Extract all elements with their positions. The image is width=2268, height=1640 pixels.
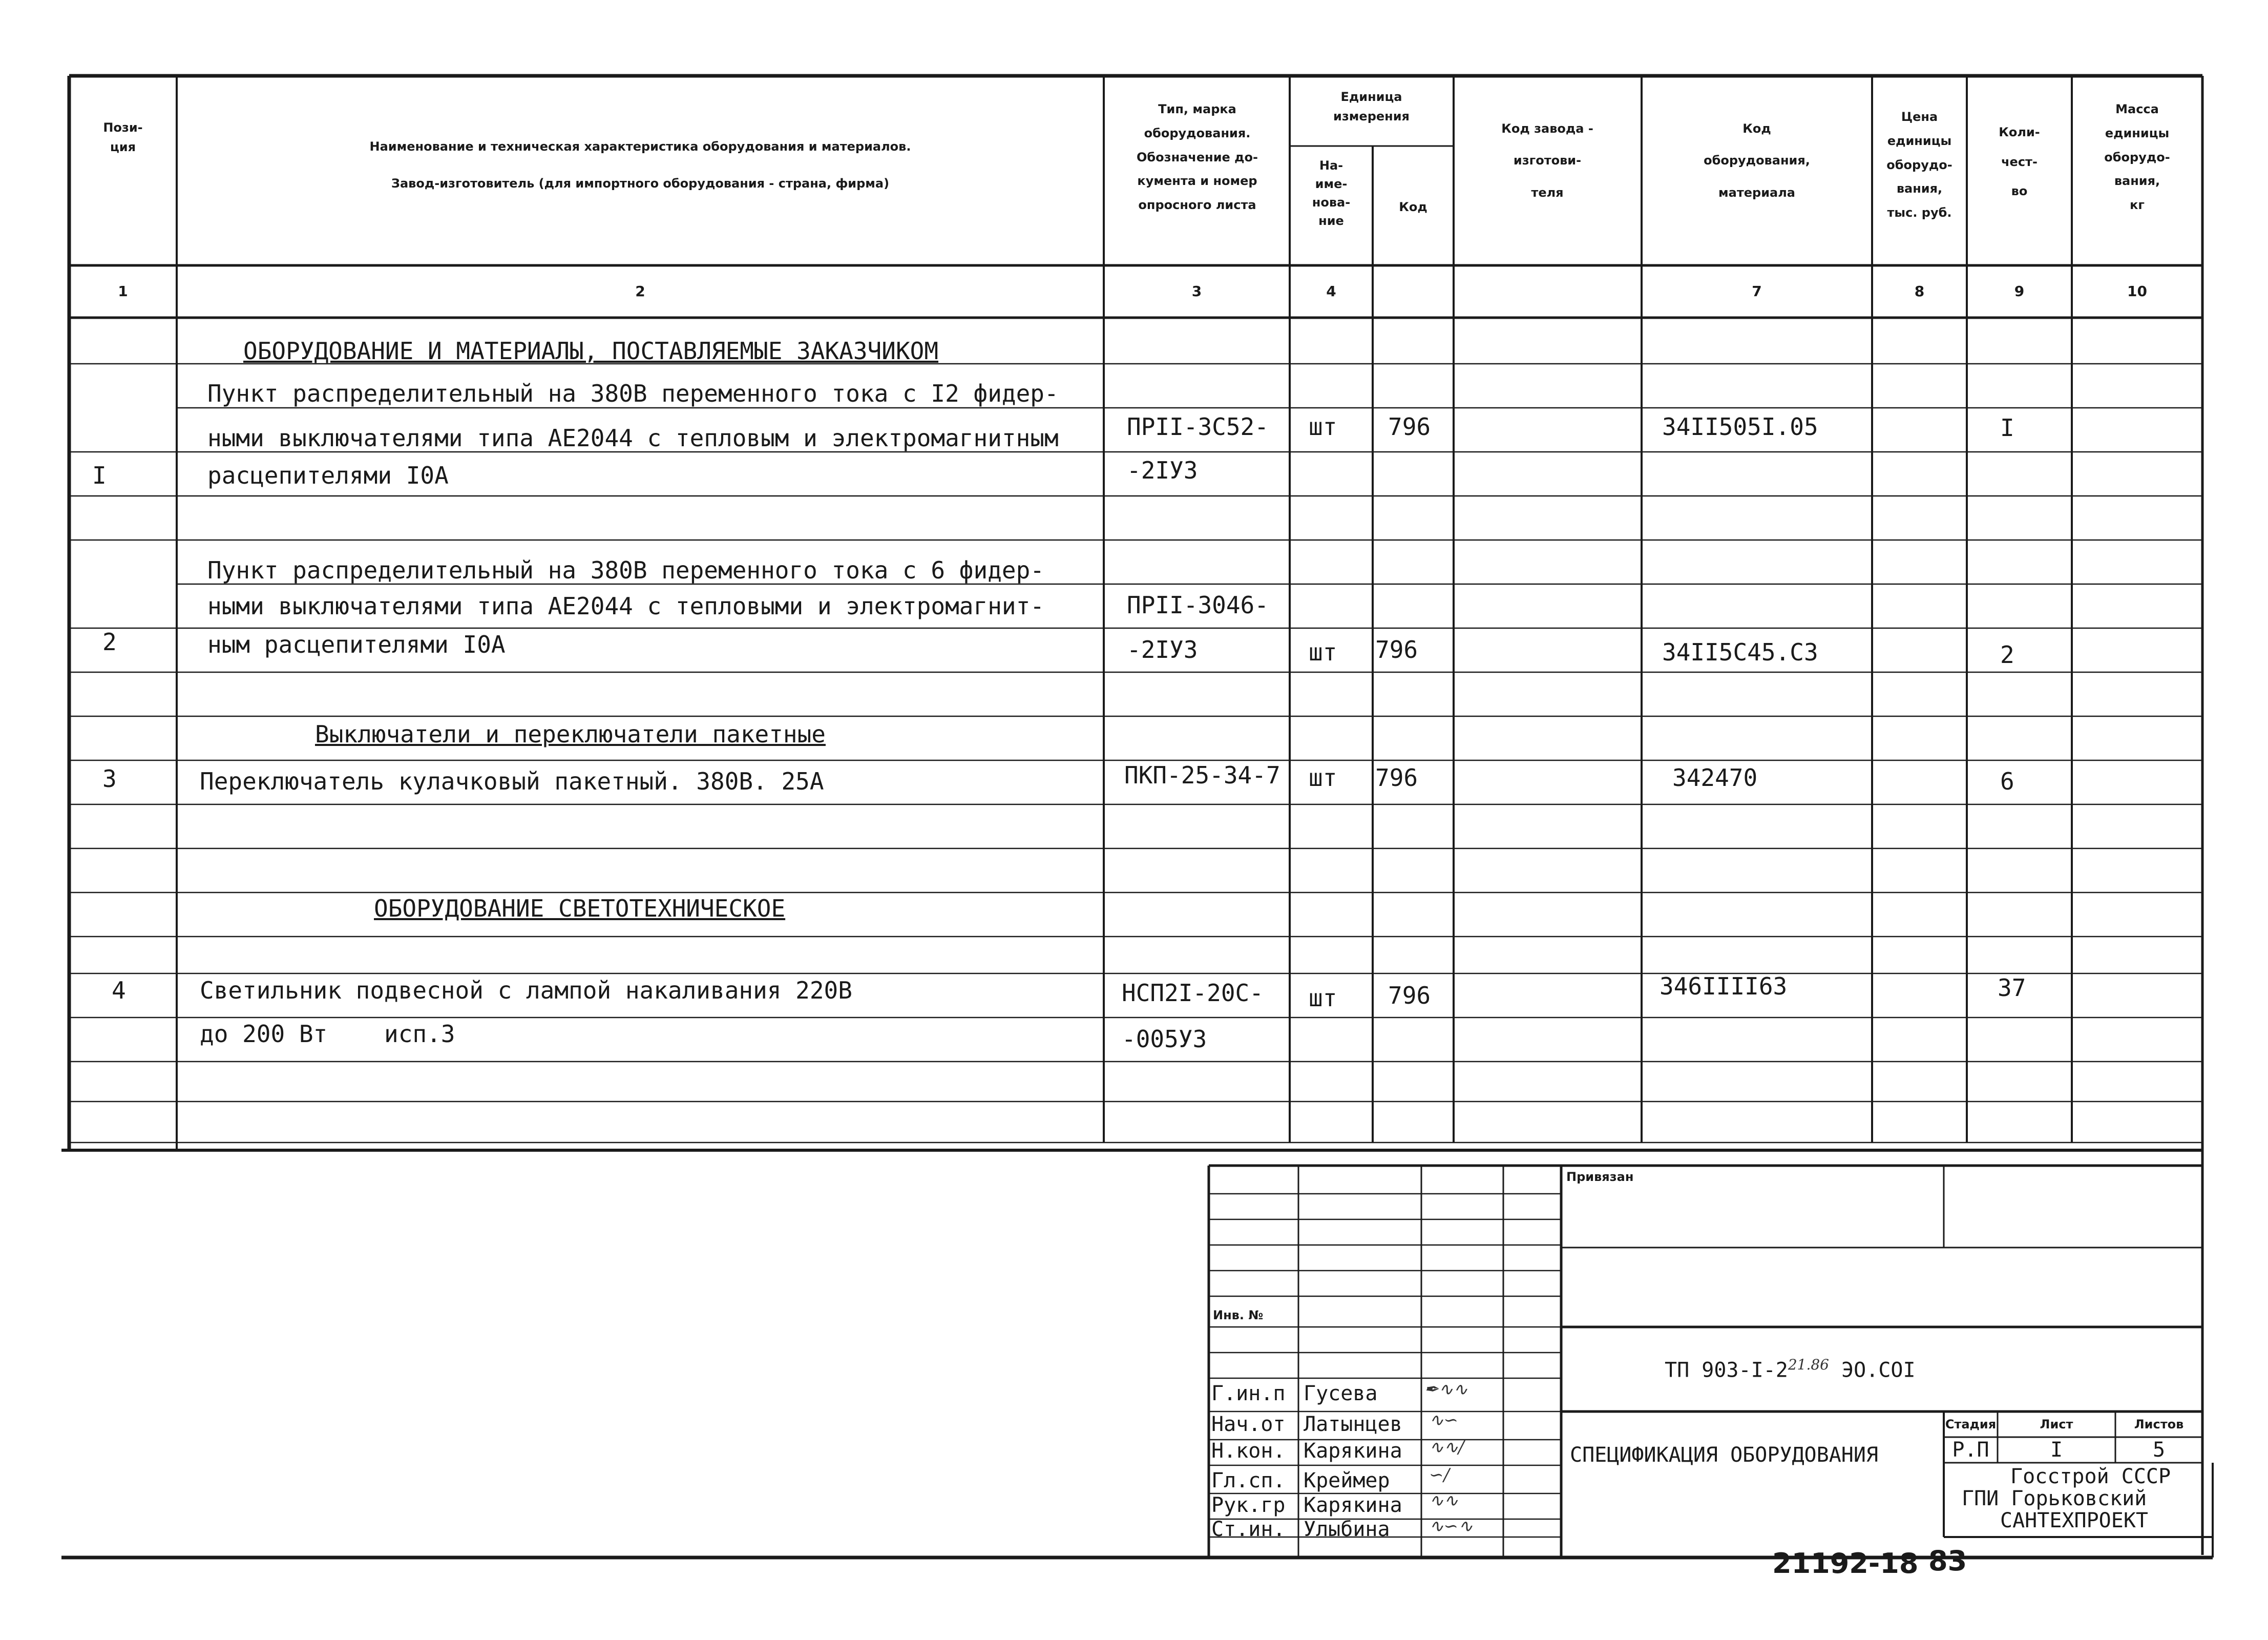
- section-subtitle: Выключатели и переключатели пакетные: [315, 720, 826, 748]
- sheet-label: Лист: [2040, 1417, 2073, 1431]
- colnum: 2: [635, 283, 645, 300]
- item-unit-code: 796: [1375, 636, 1418, 663]
- item-unit-code: 796: [1388, 982, 1431, 1009]
- header-mass: Масса единицы оборудо- вания, кг: [2104, 102, 2170, 213]
- item-type: -2IУ3: [1127, 636, 1198, 663]
- item-code: 34II505I.05: [1662, 413, 1818, 441]
- item-quantity: 2: [2000, 641, 2014, 669]
- signer-name: Карякина: [1304, 1439, 1402, 1463]
- signature-icon: ∿∽: [1429, 1410, 1458, 1430]
- item-type: НСП2I-20С-: [1122, 979, 1264, 1007]
- header-price: Цена единицы оборудо- вания, тыс. руб.: [1886, 110, 1952, 220]
- item-type: -005У3: [1122, 1025, 1207, 1053]
- item-position: 3: [102, 765, 117, 793]
- signer-name: Карякина: [1304, 1493, 1402, 1517]
- colnum: 7: [1752, 283, 1762, 300]
- item-unit: шт: [1309, 984, 1337, 1012]
- page-number: 83: [1928, 1545, 1967, 1577]
- org-line-1: Госстрой СССР: [2010, 1465, 2171, 1488]
- stage-value: Р.П: [1952, 1438, 1989, 1462]
- item-quantity: 37: [1998, 974, 2026, 1002]
- document-title: СПЕЦИФИКАЦИЯ ОБОРУДОВАНИЯ: [1570, 1443, 1879, 1467]
- item-type: ПРII-3046-: [1127, 591, 1269, 619]
- header-manufacturer-code: Код завода - изготови- теля: [1501, 121, 1593, 200]
- colnum: 8: [1914, 283, 1925, 300]
- document-code-prefix: ТП 903-I-2: [1665, 1358, 1788, 1382]
- section-title: ОБОРУДОВАНИЕ И МАТЕРИАЛЫ, ПОСТАВЛЯЕМЫЕ ЗАКАЗЧИКОМ: [243, 337, 939, 365]
- item-name-line: Пункт распределительный на 380В переменного тока с 6 фидер-: [207, 556, 1044, 584]
- item-code: 34II5C45.C3: [1662, 638, 1818, 666]
- item-unit-code: 796: [1388, 413, 1431, 441]
- item-type: ПКП-25-34-7: [1124, 761, 1280, 789]
- header-quantity: Коли- чест- во: [1999, 125, 2040, 199]
- signature-icon: ∽∕: [1429, 1465, 1450, 1485]
- item-unit-code: 796: [1375, 764, 1418, 792]
- signer-name: Улыбина: [1304, 1518, 1390, 1541]
- header-unit-code: Код: [1399, 200, 1427, 214]
- signer-role: Г.ин.п: [1211, 1382, 1286, 1405]
- sheet-value: I: [2050, 1438, 2063, 1462]
- privyazan-label: Привязан: [1566, 1170, 1634, 1184]
- signer-role: Н.кон.: [1211, 1439, 1286, 1463]
- item-type: ПРII-3С52-: [1127, 413, 1269, 441]
- signature-icon: ∿∽∿: [1429, 1516, 1473, 1537]
- item-unit: шт: [1309, 413, 1337, 441]
- colnum: 9: [2014, 283, 2025, 300]
- item-quantity: I: [2000, 414, 2014, 442]
- sheets-label: Листов: [2134, 1417, 2184, 1431]
- signer-name: Латынцев: [1304, 1413, 1402, 1436]
- header-equipment-code: Код оборудования, материала: [1704, 121, 1810, 200]
- signer-name: Гусева: [1304, 1382, 1378, 1405]
- signature-icon: ∿∿: [1429, 1490, 1458, 1511]
- sheets-value: 5: [2152, 1438, 2166, 1462]
- item-name-line: ным расцепителями I0А: [207, 631, 506, 658]
- signer-name: Креймер: [1304, 1469, 1390, 1492]
- colnum: 4: [1326, 283, 1336, 300]
- item-name-line: Переключатель кулачковый пакетный. 380В. 25А: [200, 767, 824, 795]
- item-unit: шт: [1309, 638, 1337, 666]
- signature-icon: ∿∿∕: [1429, 1437, 1464, 1458]
- item-position: 2: [102, 628, 117, 656]
- signer-role: Рук.гр: [1211, 1493, 1286, 1517]
- signature-icon: ✒∿∿: [1424, 1379, 1468, 1400]
- header-type: Тип, марка оборудования. Обозначение до- кумента и номер опросного листа: [1137, 102, 1258, 213]
- item-name-line: ными выключателями типа АЕ2044 с тепловыми и электромагнит-: [207, 592, 1044, 620]
- org-line-3: САНТЕХПРОЕКТ: [2000, 1509, 2148, 1532]
- header-position: Пози- ция: [103, 120, 143, 155]
- org-line-2: ГПИ Горьковский: [1962, 1487, 2147, 1510]
- item-unit: шт: [1309, 764, 1337, 792]
- document-code: [1665, 1358, 1916, 1380]
- header-unit-group: Единица измерения: [1333, 90, 1410, 124]
- item-position: 4: [112, 977, 126, 1004]
- item-name-line: до 200 Вт исп.3: [200, 1020, 455, 1048]
- inventory-number-label: Инв. №: [1213, 1308, 1264, 1322]
- item-name-line: ными выключателями типа АЕ2044 с тепловым и электромагнитным: [207, 424, 1059, 452]
- colnum: 1: [118, 283, 128, 300]
- signer-role: Гл.сп.: [1211, 1469, 1286, 1492]
- item-quantity: 6: [2000, 767, 2014, 795]
- item-type: -2IУ3: [1127, 456, 1198, 484]
- stage-label: Стадия: [1945, 1417, 1997, 1431]
- archive-number: 21192-18: [1772, 1547, 1919, 1580]
- section-title: ОБОРУДОВАНИЕ СВЕТОТЕХНИЧЕСКОЕ: [374, 895, 786, 922]
- colnum: 3: [1191, 283, 1202, 300]
- colnum: 10: [2127, 283, 2147, 300]
- item-position: I: [92, 462, 107, 489]
- signer-role: Нач.от: [1211, 1413, 1286, 1436]
- signer-role: Ст.ин.: [1211, 1518, 1286, 1541]
- document-code-suffix: ЭО.СОI: [1829, 1358, 1916, 1382]
- item-name-line: расцепителями I0А: [207, 462, 449, 489]
- item-code: 342470: [1672, 764, 1758, 792]
- item-name-line: Светильник подвесной с лампой накаливания 220В: [200, 977, 852, 1004]
- header-name: Наименование и техническая характеристика оборудования и материалов. Завод-изготовитель (для импортного оборудования - страна, фирма): [369, 139, 911, 191]
- document-code-handwritten: 21.86: [1788, 1356, 1829, 1373]
- item-code: 346IIII63: [1660, 972, 1788, 1000]
- header-unit-name: На- име- нова- ние: [1312, 158, 1351, 228]
- item-name-line: Пункт распределительный на 380В переменного тока с I2 фидер-: [207, 380, 1059, 407]
